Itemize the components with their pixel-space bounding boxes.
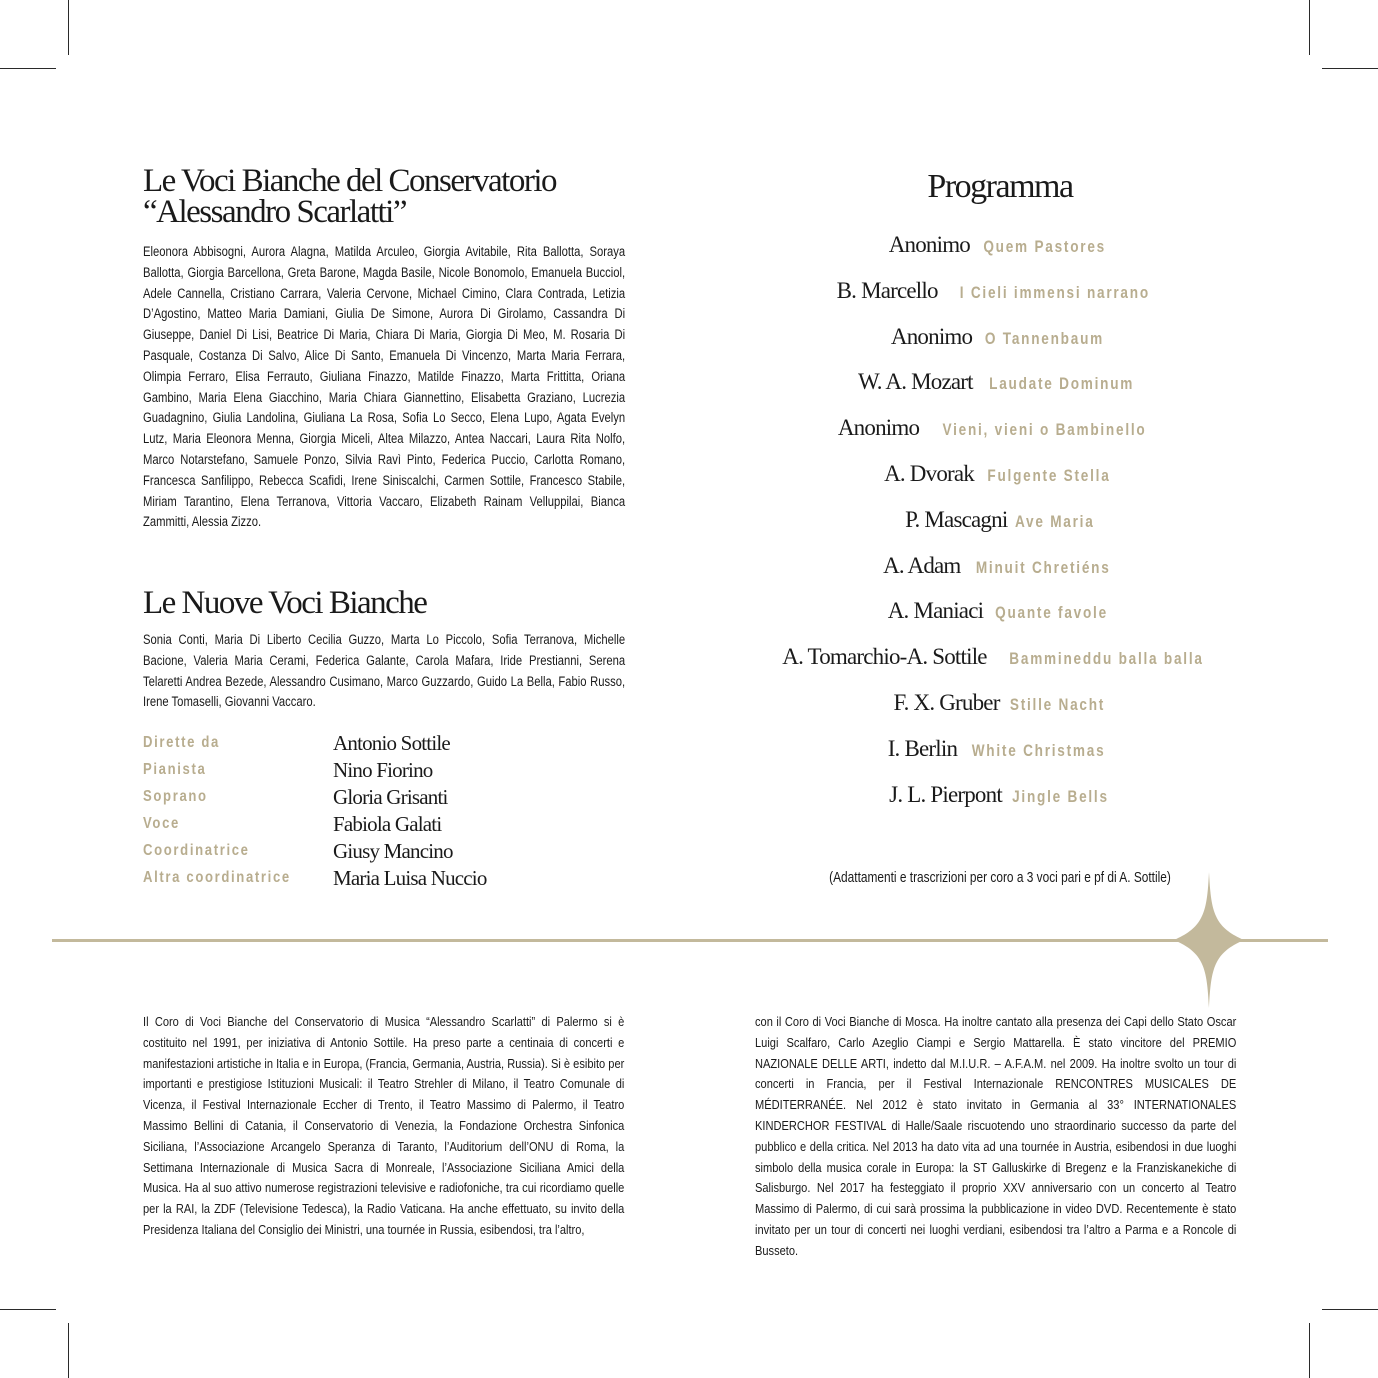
- program-piece: Vieni, vieni o Bambinello: [942, 420, 1147, 440]
- credit-row: [143, 731, 563, 758]
- program-piece: Minuit Chretiéns: [975, 557, 1111, 577]
- program-piece: O Tannenbaum: [985, 328, 1105, 348]
- new-choir-title: Le Nuove Voci Bianche: [143, 585, 427, 621]
- credit-name: Gloria Grisanti: [333, 785, 448, 809]
- program-item: [700, 644, 1300, 690]
- program-item: [700, 324, 1300, 370]
- program-composer: B. Marcello: [836, 277, 938, 303]
- credit-name: Antonio Sottile: [333, 731, 450, 755]
- program-composer: F. X. Gruber: [893, 689, 1000, 715]
- credit-row: [143, 758, 563, 785]
- credit-role: Soprano: [143, 788, 208, 805]
- choir-title: [143, 163, 643, 230]
- choir-members: Eleonora Abbisogni, Aurora Alagna, Matilda Arculeo, Giorgia Avitabile, Rita Ballotta, Soraya Ballotta, Giorgia Barcellona, Greta Barone, Magda Basile, Nicole Bonomolo, Emanuela Bucciol, Adele Cannella, Cristiano Carrara, Valeria Cervone, Michael Cimino, Clara Contrada, Letizia D’Agostino, Matteo Maria Damiani, Giulia De Simone, Aurora Di Girolamo, Cassandra Di Giuseppe, Daniel Di Lisi, Beatrice Di Maria, Chiara Di Maria, Giorgia Di Meo, M. Rosaria Di Pasquale, Costanza Di Salvo, Alice Di Santo, Emanuela Di Vincenzo, Marta Maria Ferrara, Olimpia Ferraro, Elisa Ferrauto, Giuliana Finazzo, Matilde Finazzo, Marta Frittitta, Oriana Gambino, Maria Elena Giacchino, Maria Chiara Giannettino, Elisabetta Graziano, Lucrezia Guadagnino, Giulia Landolina, Giuliana La Rosa, Sofia Lo Secco, Elena Lupo, Agata Evelyn Lutz, Maria Eleonora Menna, Giorgia Miceli, Altea Milazzo, Antea Naccari, Laura Rita Nolfo, Marco Notarstefano, Samuele Ponzo, Silvia Ravì Pinto, Federica Puccio, Carlotta Romano, Francesca Sanfilippo, Rebecca Scafidi, Irene Siniscalchi, Carmen Sottile, Francesco Stabile, Miriam Tarantino, Elena Terranova, Vittoria Vaccaro, Elizabeth Rainam Velluppilai, Bianca Zammitti, Alessia Zizzo.: [143, 244, 626, 530]
- credit-row: [143, 785, 563, 812]
- crop-mark-br-v: [1309, 1323, 1310, 1378]
- section-divider: [52, 939, 1328, 942]
- credit-role: Pianista: [143, 761, 207, 778]
- program-composer: Anonimo: [890, 323, 973, 349]
- crop-mark-tl-h: [0, 68, 56, 69]
- choir-title-line1: Le Voci Bianche del Conservatorio: [143, 163, 556, 199]
- program-composer: I. Berlin: [887, 735, 958, 761]
- program-composer: A. Dvorak: [884, 460, 974, 486]
- program-title: Programma: [927, 168, 1073, 205]
- program-piece: Ave Maria: [1015, 511, 1095, 531]
- credit-row: [143, 812, 563, 839]
- credit-name: Nino Fiorino: [333, 758, 433, 782]
- crop-mark-bl-h: [0, 1309, 56, 1310]
- program-composer: Anonimo: [837, 415, 920, 441]
- crop-mark-tr-v: [1309, 0, 1310, 55]
- program-item: [700, 598, 1300, 644]
- program-piece: Jingle Bells: [1012, 786, 1109, 806]
- program-composer: J. L. Pierpont: [889, 781, 1002, 807]
- program-list: [700, 232, 1300, 827]
- program-item: [700, 553, 1300, 599]
- program-piece: Quante favole: [995, 603, 1109, 623]
- crop-mark-br-h: [1322, 1309, 1378, 1310]
- program-item: [700, 415, 1300, 461]
- four-point-star-icon: [1174, 872, 1244, 1008]
- program-piece: Bammineddu balla balla: [1009, 649, 1204, 669]
- credit-role: Dirette da: [143, 734, 220, 751]
- program-composer: A. Adam: [883, 552, 961, 578]
- crop-mark-bl-v: [68, 1323, 69, 1378]
- crop-mark-tl-v: [68, 0, 69, 55]
- program-piece: Fulgente Stella: [987, 465, 1111, 485]
- bio-column-2: con il Coro di Voci Bianche di Mosca. Ha inoltre cantato alla presenza dei Capi dello Stato Oscar Luigi Scalfaro, Carlo Azeglio Ciampi e Sergio Mattarella. È stato vincitore del PREMIO NAZIONALE DELLE ARTI, indetto dal M.I.U.R. – A.F.A.M. nel 2009. Ha inoltre svolto un tour di concerti in Francia, per il Festival Internazionale RENCONTRES MUSICALES DE MÉDITERRANÉE. Nel 2012 è stato invitato in Germania al 33° INTERNATIONALES KINDERCHOR FESTIVAL di Halle/Saale riscuotendo uno straordinario successo da parte del pubblico e della critica. Nel 2013 ha dato vita ad una tournée in Austria, esibendosi in due luoghi simbolo della musica corale in Europa: la ST Galluskirke di Bregenz e la Franziskanekiche di Salisburgo. Nel 2017 ha festeggiato il proprio XXV anniversario con un concerto al Teatro Massimo di Palermo, di cui sarà prossima la pubblicazione in video DVD. Recentemente è stato invitato per un tour di concerti nei luoghi verdiani, esibendosi tra l’altro a Parma e a Roncole di Busseto.: [755, 1014, 1237, 1258]
- credit-name: Fabiola Galati: [333, 812, 442, 836]
- program-composer: P. Mascagni: [905, 506, 1008, 532]
- program-note: (Adattamenti e trascrizioni per coro a 3 voci pari e pf di A. Sottile): [829, 870, 1171, 886]
- program-piece: Stille Nacht: [1009, 694, 1105, 714]
- program-item: [700, 278, 1300, 324]
- crop-mark-tr-h: [1322, 68, 1378, 69]
- program-composer: Anonimo: [888, 232, 970, 257]
- program-item: [700, 369, 1300, 415]
- credit-row: [143, 866, 563, 893]
- program-composer: A. Tomarchio-A. Sottile: [782, 644, 987, 670]
- program-item: [700, 690, 1300, 736]
- new-choir-members: Sonia Conti, Maria Di Liberto Cecilia Guzzo, Marta Lo Piccolo, Sofia Terranova, Michelle Bacione, Valeria Maria Cerami, Federica Galante, Carola Mafara, Iride Prestianni, Serena Telaretti Andrea Bezede, Alessandro Cusimano, Marco Guzzardo, Guido La Bella, Fabio Russo, Irene Tomaselli, Giovanni Vaccaro.: [143, 632, 626, 710]
- program-item: [700, 232, 1300, 278]
- program-composer: A. Maniaci: [887, 598, 984, 624]
- choir-title-line2: “Alessandro Scarlatti”: [143, 194, 406, 230]
- credit-row: [143, 839, 563, 866]
- program-piece: Laudate Dominum: [988, 374, 1134, 394]
- credit-role: Voce: [143, 815, 180, 832]
- program-item: [700, 461, 1300, 507]
- credit-name: Giusy Mancino: [333, 839, 453, 863]
- program-piece: Quem Pastores: [983, 237, 1106, 256]
- program-item: [700, 736, 1300, 782]
- credit-role: Coordinatrice: [143, 842, 250, 859]
- program-item: [700, 507, 1300, 553]
- program-composer: W. A. Mozart: [857, 369, 973, 395]
- bio-column-1: Il Coro di Voci Bianche del Conservatorio di Musica “Alessandro Scarlatti” di Palermo si è costituito nel 1991, per iniziativa di Antonio Sottile. Ha preso parte a centinaia di concerti e manifestazioni artistiche in Italia e in Europa, (Francia, Germania, Austria, Russia). Si è esibito per importanti e prestigiose Istituzioni Musicali: il Teatro Strehler di Milano, il Teatro Comunale di Vicenza, il Festival Internazionale Eccher di Trento, il Teatro Massimo di Palermo, il Teatro Massimo Bellini di Catania, il Conservatorio di Venezia, la Fondazione Orchestra Sinfonica Siciliana, l’Associazione Arcangelo Speranza di Taranto, l’Auditorium dell’ONU di Roma, la Settimana Internazionale di Musica Sacra di Monreale, l’Associazione Siciliana Amici della Musica. Ha al suo attivo numerose registrazioni televisive e radiofoniche, tra cui ricordiamo quelle per la RAI, la ZDF (Televisione Tedesca), la Radio Vaticana. Ha anche effettuato, su invito della Presidenza Italiana del Consiglio dei Ministri, una tournée in Russia, esibendosi, tra l’altro,: [143, 1014, 625, 1237]
- program-piece: I Cieli immensi narrano: [959, 282, 1150, 302]
- program-piece: White Christmas: [971, 740, 1106, 760]
- credits-list: [143, 731, 563, 893]
- credit-role: Altra coordinatrice: [143, 869, 291, 886]
- credit-name: Maria Luisa Nuccio: [333, 866, 487, 890]
- program-item: [700, 782, 1300, 828]
